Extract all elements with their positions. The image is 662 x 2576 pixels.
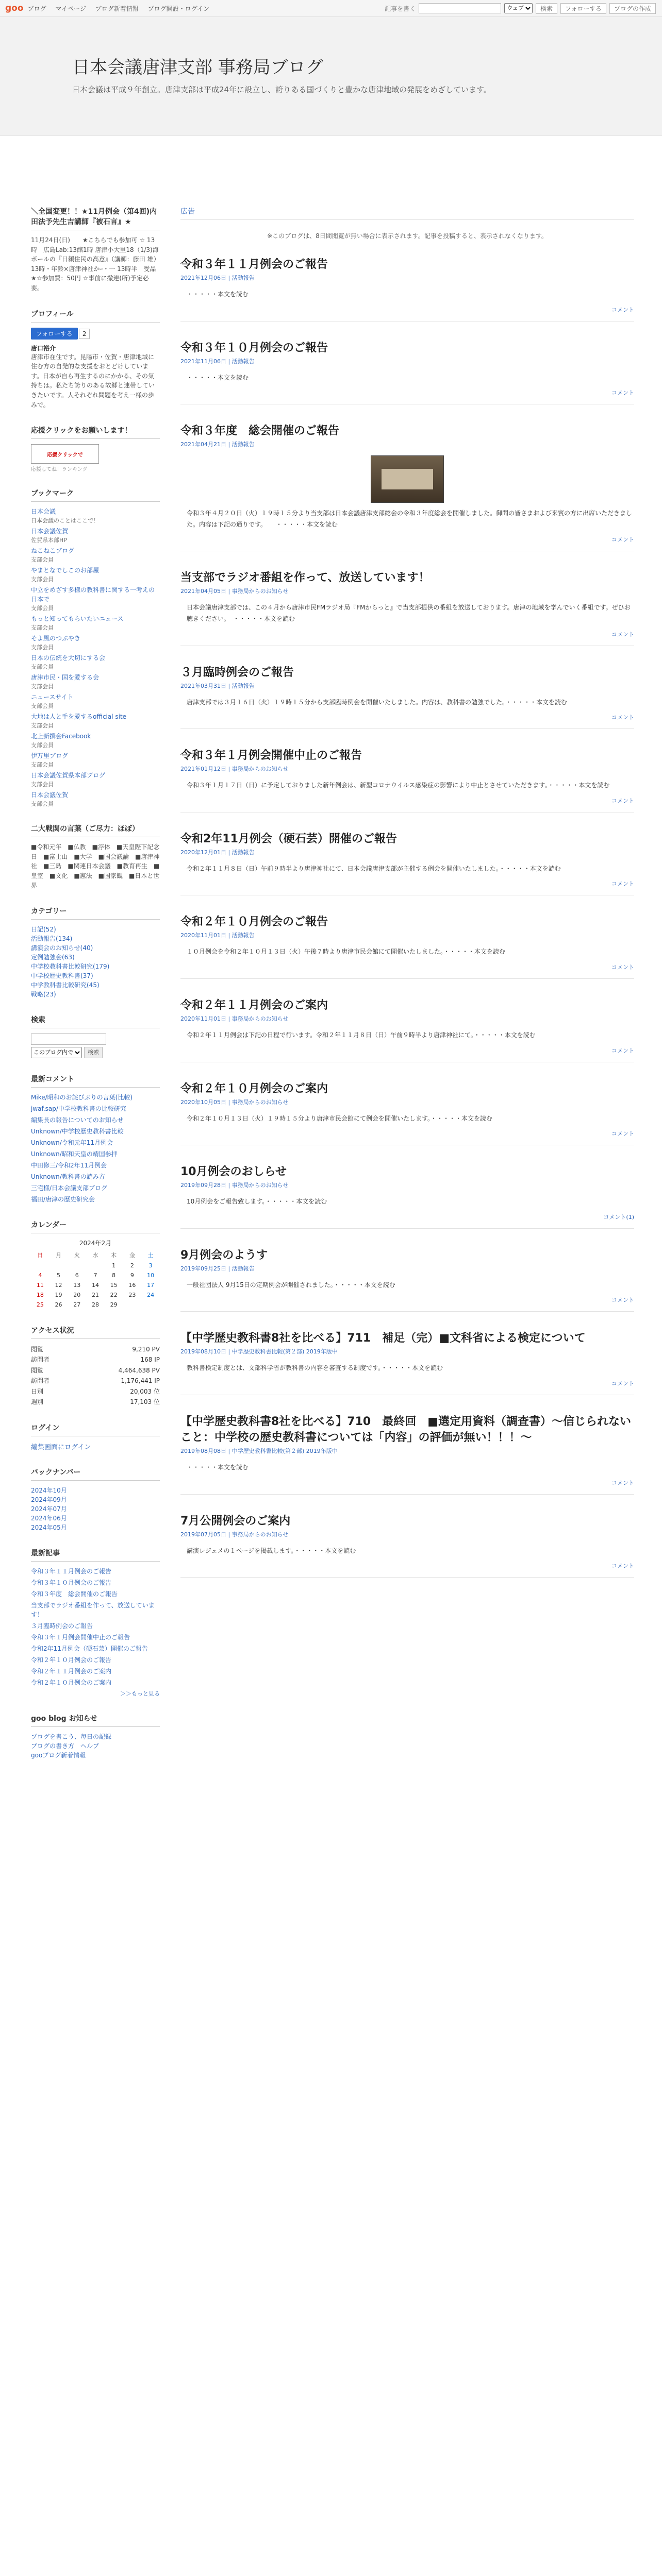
access-row: [31, 1354, 160, 1365]
calendar-date[interactable]: 22: [110, 1292, 118, 1299]
post-title[interactable]: 令和３年１０月例会のご報告: [180, 341, 328, 354]
comment-link-item[interactable]: Unknown/教科書の読み方: [31, 1173, 105, 1181]
top-search-input[interactable]: [419, 3, 501, 13]
post-meta[interactable]: 2021年01月12日 | 事務局からのお知らせ: [180, 766, 289, 773]
calendar-date[interactable]: 28: [91, 1301, 99, 1309]
bookmark-sub: 支部会員: [31, 722, 54, 730]
bookmark-sub: 支部会員: [31, 703, 54, 710]
news-heading: ＼全国変更！！★11月例会（第4回)内田法予先生吉講師『被石言』★: [31, 206, 160, 230]
post-meta[interactable]: 2021年12月06日 | 活動報告: [180, 275, 255, 281]
post-meta[interactable]: 2019年08月10日 | 中学歴史教科書比較(第２部) 2019年版中: [180, 1348, 338, 1355]
blog-search-input[interactable]: [31, 1033, 106, 1045]
blog-post: [180, 830, 634, 896]
news-section: [31, 206, 160, 293]
category-heading: カテゴリー: [31, 906, 160, 920]
bookmark-link[interactable]: 日本会議佐賀: [31, 791, 69, 799]
post-title[interactable]: 令和2年11月例会（硬石芸）開催のご報告: [180, 832, 397, 845]
recent-article-link[interactable]: ３月臨時例会のご報告: [31, 1622, 93, 1630]
post-body: 令和２年１１月８日（日）午前９時半より唐津神社にて、日本会議唐津支部が主催する例会を開催いたしました。・・・・・本文を読む: [187, 865, 561, 872]
calendar-date[interactable]: 3: [148, 1262, 153, 1269]
calendar-date: [49, 1261, 68, 1270]
top-nav: [28, 4, 217, 13]
login-section: [31, 1422, 160, 1451]
calendar-month: 2024年2月: [79, 1240, 112, 1247]
goo-section: [31, 1713, 160, 1760]
goo-notice-link[interactable]: gooブログ新着情報: [31, 1752, 86, 1759]
calendar-date[interactable]: 26: [55, 1301, 62, 1309]
access-label: 日別: [31, 1387, 44, 1395]
calendar-day-header: 日: [37, 1252, 43, 1259]
category-link[interactable]: 活動報告(134): [31, 935, 73, 943]
comment-link-item[interactable]: 福田/唐津の歴史研究会: [31, 1196, 95, 1204]
category-link[interactable]: 定例勉強会(63): [31, 954, 75, 961]
post-meta[interactable]: 2019年07月05日 | 事務局からのお知らせ: [180, 1531, 289, 1538]
comment-link[interactable]: コメント: [611, 1297, 634, 1304]
comment-link-item[interactable]: jwaf.sap/中学校教科書の比較研究: [31, 1105, 126, 1113]
keyword-heading: 二大戦関の言葉（ご尽力：ほぼ）: [31, 823, 160, 837]
bookmark-link[interactable]: 日本会議佐賀県本部ブログ: [31, 772, 106, 779]
recent-article-link[interactable]: 令和３年１０月例会のご報告: [31, 1579, 112, 1587]
post-title[interactable]: 令和３年度 総会開催のご報告: [180, 425, 340, 438]
access-row: [31, 1344, 160, 1354]
comment-link[interactable]: コメント: [611, 1130, 634, 1138]
calendar-date: [31, 1261, 49, 1270]
access-label: 訪問者: [31, 1356, 50, 1364]
goo-logo[interactable]: goo: [5, 3, 24, 13]
calendar-table: [31, 1249, 160, 1310]
post-meta[interactable]: 2021年04月05日 | 事務局からのお知らせ: [180, 588, 289, 595]
search-scope-select[interactable]: [504, 3, 533, 13]
blog-post: [180, 569, 634, 646]
post-body: 令和２年１０月１３日（火）１９時１５分より唐津市民会館にて例会を開催いたします。・・・・・本文を読む: [187, 1114, 493, 1122]
post-body: 令和３年４月２０日（火）１９時１５分より当支部は日本会議唐津支部総会の令和３年度総会を開催しました。御間の皆さまおよび来賓の方に出席いただきました。内容は下記の通りです。 ・・・・・本文を読む: [187, 510, 633, 528]
access-label: 訪問者: [31, 1377, 50, 1385]
calendar-date[interactable]: 10: [147, 1272, 155, 1279]
access-value: 1,176,441 IP: [121, 1377, 160, 1385]
comment-link[interactable]: コメント: [611, 1563, 634, 1570]
recent-article-link[interactable]: 令和２年１１月例会のご案内: [31, 1668, 112, 1675]
search-heading: 検索: [31, 1014, 160, 1028]
bookmark-sub: 支部会員: [31, 781, 54, 788]
category-list: [31, 925, 160, 999]
access-row: [31, 1376, 160, 1386]
access-value: 4,464,638 PV: [118, 1366, 160, 1374]
post-title[interactable]: 7月公開例会のご案内: [180, 1514, 291, 1528]
backnumber-link[interactable]: 2024年10月: [31, 1487, 67, 1495]
post-meta[interactable]: 2020年10月05日 | 事務局からのお知らせ: [180, 1098, 289, 1106]
calendar-date[interactable]: 7: [93, 1272, 97, 1279]
bookmark-heading: ブックマーク: [31, 488, 160, 502]
post-body: １０月例会を令和２年１０月１３日（火）午後７時より唐津市民会館にて開催いたしました。・・・・・本文を読む: [187, 948, 506, 956]
post-title[interactable]: 令和２年１０月例会のご案内: [180, 1082, 328, 1095]
comments-section: [31, 1074, 160, 1204]
backnumber-link[interactable]: 2024年06月: [31, 1515, 67, 1522]
comment-link-item[interactable]: Unknown/令和元年11月例会: [31, 1139, 113, 1147]
write-article-link[interactable]: 記事を書く: [385, 5, 416, 12]
access-heading: アクセス状況: [31, 1325, 160, 1339]
recent-article-link[interactable]: 令和３年１月例会開催中止のご報告: [31, 1634, 130, 1641]
blog-post: [180, 1246, 634, 1312]
post-title[interactable]: 当支部でラジオ番組を作って、放送しています！: [180, 571, 430, 585]
top-nav-item[interactable]: ブログ: [27, 5, 46, 12]
bookmark-link[interactable]: そよ風のつぶやき: [31, 635, 81, 642]
follow-button[interactable]: フォローする: [31, 328, 78, 340]
blog-post: [180, 1080, 634, 1146]
post-body: 10月例会をご報告致します。・・・・・本文を読む: [187, 1198, 327, 1206]
profile-section: [31, 309, 160, 410]
access-row: [31, 1386, 160, 1397]
post-title[interactable]: 令和３年１１月例会のご報告: [180, 258, 328, 271]
calendar-date[interactable]: 16: [128, 1282, 136, 1289]
bookmark-sub: 佐賀県本部HP: [31, 537, 67, 544]
calendar-day-header: 水: [92, 1252, 98, 1259]
blog-post: [180, 1512, 634, 1578]
post-body: 令和３年１月１７日（日）に予定しておりました新年例会は、新型コロナウイルス感染症の影響により中止とさせていただきます。・・・・・本文を読む: [187, 782, 610, 789]
post-meta[interactable]: 2020年11月01日 | 事務局からのお知らせ: [180, 1015, 289, 1022]
calendar-date[interactable]: 21: [91, 1292, 99, 1299]
bookmark-list: [31, 507, 160, 808]
bookmark-sub: 支部会員: [31, 644, 54, 651]
login-heading: ログイン: [31, 1422, 160, 1436]
calendar-week: [31, 1300, 160, 1310]
post-meta[interactable]: 2020年12月01日 | 活動報告: [180, 849, 255, 856]
post-body: 日本会議唐津支部では、この４月から唐津市民FMラジオ局『FMからっと』で当支部提供の番組を放送しております。唐津の地域を学んでいく番組です。ぜひお聴きください。 ・・・・・本文を読む: [187, 604, 631, 622]
bookmark-sub: 支部会員: [31, 664, 54, 671]
post-list: [180, 256, 634, 1578]
post-title[interactable]: 【中学歴史教科書8社を比べる】710 最終回 ■選定用資料（調査書）〜信じられないこと：中学校の歴史教科書については「内容」の評価が無い！！！〜: [180, 1415, 632, 1444]
access-row: [31, 1365, 160, 1376]
calendar-date[interactable]: 11: [36, 1282, 44, 1289]
blog-search-button[interactable]: 検索: [84, 1047, 103, 1058]
post-title[interactable]: 令和３年１月例会開催中止のご報告: [180, 749, 362, 762]
blog-post: [180, 913, 634, 979]
create-blog-button[interactable]: ブログの作成: [609, 3, 656, 14]
access-value: 17,103 位: [130, 1398, 160, 1406]
bookmark-link[interactable]: 伊万里ブログ: [31, 752, 69, 760]
recent-article-link[interactable]: 令和３年度 総会開催のご報告: [31, 1590, 118, 1598]
blog-post: [180, 339, 634, 405]
blog-post: [180, 664, 634, 730]
backnumber-heading: バックナンバー: [31, 1467, 160, 1481]
login-link[interactable]: 編集画面にログイン: [31, 1444, 91, 1452]
calendar-section: [31, 1219, 160, 1310]
bookmark-sub: 支部会員: [31, 556, 54, 564]
top-search-button[interactable]: 検索: [536, 3, 557, 14]
comment-link[interactable]: コメント(1): [603, 1213, 634, 1221]
bookmark-sub: 支部会員: [31, 742, 54, 749]
calendar-date[interactable]: 12: [55, 1282, 62, 1289]
category-link[interactable]: 中学校教科書比較研究(179): [31, 963, 110, 971]
keyword-section: [31, 823, 160, 890]
top-bar: [0, 0, 662, 17]
comments-heading: 最新コメント: [31, 1074, 160, 1088]
backnumber-section: [31, 1467, 160, 1532]
calendar-date: [68, 1261, 86, 1270]
blog-header: [0, 17, 662, 136]
comment-link[interactable]: コメント: [611, 1047, 634, 1054]
recent-article-link[interactable]: 令和２年１０月例会のご報告: [31, 1656, 112, 1664]
follow-count: 2: [79, 329, 90, 339]
profile-text: 唐津市在住です。昆陽市・佐賀・唐津地域に住む方の自発的な支援をおとどけしています。日本が自ら再生するのにかかる、その気持ちは。私たち誇りのある故郷と連帯していきたいです。人それぞれ問題を考え一様の歩みで。: [31, 353, 155, 409]
calendar-day-header: 木: [111, 1252, 117, 1259]
bookmark-link[interactable]: 日本会議佐賀: [31, 528, 69, 535]
backnumber-link[interactable]: 2024年07月: [31, 1505, 67, 1513]
calendar-week: [31, 1261, 160, 1270]
bookmark-link[interactable]: 大地は人と手を愛するofficial site: [31, 713, 127, 721]
top-follow-button[interactable]: フォローする: [560, 3, 606, 14]
ranking-section: [31, 425, 160, 472]
post-title[interactable]: 【中学歴史教科書8社を比べる】711 補足（完）■文科省による検定について: [180, 1332, 586, 1345]
inactive-notice: [180, 231, 634, 240]
top-nav-item[interactable]: ブログ開設・ログイン: [147, 5, 209, 12]
recent-article-link[interactable]: 当支部でラジオ番組を作って、放送しています！: [31, 1602, 155, 1619]
bookmark-link[interactable]: 日本の伝統を大切にする会: [31, 654, 106, 662]
blog-post: [180, 747, 634, 812]
comment-link[interactable]: コメント: [611, 963, 634, 971]
post-title[interactable]: 令和２年１１月例会のご案内: [180, 998, 328, 1012]
calendar-date[interactable]: 17: [147, 1282, 155, 1289]
bookmark-sub: 日本会議のことはここで！: [31, 517, 99, 524]
bookmark-link[interactable]: やまとなでしこのお部屋: [31, 567, 100, 574]
calendar-day-header: 火: [74, 1252, 80, 1259]
post-title[interactable]: 10月例会のおしらせ: [180, 1165, 287, 1179]
main-content: [180, 206, 634, 1595]
calendar-date[interactable]: 29: [110, 1301, 118, 1309]
calendar-week: [31, 1290, 160, 1300]
bookmark-sub: 支部会員: [31, 605, 54, 612]
post-body: 一般社団法人 9月15日の定期例会が開催されました。・・・・・本文を読む: [187, 1281, 395, 1289]
calendar-day-header: 金: [129, 1252, 135, 1259]
bookmark-section: [31, 488, 160, 808]
blog-search-scope[interactable]: [31, 1047, 82, 1058]
calendar-week: [31, 1270, 160, 1280]
post-body: ・・・・・本文を読む: [187, 291, 249, 298]
post-body: 講演レジュメの１ページを掲載します。・・・・・本文を読む: [187, 1547, 356, 1554]
category-section: [31, 906, 160, 999]
search-section: [31, 1014, 160, 1058]
access-value: 20,003 位: [130, 1387, 160, 1395]
calendar-date[interactable]: 1: [112, 1262, 116, 1269]
blog-post: [180, 256, 634, 321]
post-body: ・・・・・本文を読む: [187, 1463, 249, 1471]
bookmark-link[interactable]: 唐津市民・国を愛する会: [31, 674, 100, 682]
post-meta[interactable]: 2021年03月31日 | 活動報告: [180, 682, 255, 689]
calendar-date: [123, 1300, 142, 1310]
calendar-date[interactable]: 4: [38, 1272, 42, 1279]
post-meta[interactable]: 2019年09月25日 | 活動報告: [180, 1265, 255, 1272]
post-meta[interactable]: 2021年04月21日 | 活動報告: [180, 441, 255, 448]
post-photo: [371, 455, 444, 503]
goo-notice-link[interactable]: ブログを書こう、毎日の記録: [31, 1733, 112, 1741]
category-link[interactable]: 中学校歴史教科書(37): [31, 972, 93, 980]
comment-link-item[interactable]: Unknown/中学校歴史教科書比較: [31, 1128, 124, 1136]
comment-link[interactable]: コメント: [611, 880, 634, 888]
bookmark-link[interactable]: 中立をめざす多様の教科書に関する一考えの日本で: [31, 586, 155, 603]
calendar-date[interactable]: 24: [147, 1292, 155, 1299]
calendar-date[interactable]: 23: [128, 1292, 136, 1299]
bookmark-sub: 支部会員: [31, 761, 54, 769]
post-body: 令和２年１１月例会は下記の日程で行います。令和２年１１月８日（日）午前９時半より唐津神社にて。・・・・・本文を読む: [187, 1031, 536, 1039]
bookmark-link[interactable]: 北上新撰会Facebook: [31, 733, 91, 740]
comment-link[interactable]: コメント: [611, 536, 634, 544]
calendar-date[interactable]: 27: [73, 1301, 81, 1309]
access-section: [31, 1325, 160, 1407]
keyword-list[interactable]: ■令和元年 ■仏教 ■浮体 ■天皇陛下記念日 ■富士山 ■大学 ■国会議論 ■唐津神社 ■三島 ■関連日本会議 ■教育再生 ■皇室 ■文化 ■憲法 ■国家観 ■日本と世界: [31, 843, 160, 889]
blog-post: [180, 1163, 634, 1229]
comment-link[interactable]: コメント: [611, 1380, 634, 1387]
blog-description: 日本会議は平成９年創立。唐津支部は平成24年に設立し、誇りある国づくりと豊かな唐津地域の発展をめざしています。: [72, 85, 491, 94]
blog-post: [180, 422, 634, 551]
calendar-day-header: 月: [56, 1252, 62, 1259]
comment-link-item[interactable]: Mike/昭和のお詫びぶりの言葉(比較): [31, 1094, 133, 1101]
calendar-date: [141, 1300, 160, 1310]
bookmark-sub: 支部会員: [31, 801, 54, 808]
recent-section: [31, 1548, 160, 1698]
recent-heading: 最新記事: [31, 1548, 160, 1562]
calendar-date[interactable]: 15: [110, 1282, 118, 1289]
ad-label[interactable]: 広告: [180, 206, 634, 220]
calendar-date[interactable]: 8: [112, 1272, 116, 1279]
bookmark-sub: 支部会員: [31, 624, 54, 632]
calendar-date[interactable]: 25: [36, 1301, 44, 1309]
comment-link-item[interactable]: 三宅様/日本会議支部ブログ: [31, 1184, 108, 1192]
comment-link[interactable]: コメント: [611, 797, 634, 804]
recent-article-link[interactable]: 令和３年１１月例会のご報告: [31, 1568, 112, 1575]
profile-heading: プロフィール: [31, 309, 160, 323]
bookmark-sub: 支部会員: [31, 683, 54, 690]
post-meta[interactable]: 2019年08月08日 | 中学歴史教科書比較(第２部) 2019年版中: [180, 1447, 338, 1454]
access-value: 9,210 PV: [132, 1346, 160, 1353]
backnumber-link[interactable]: 2024年09月: [31, 1496, 67, 1504]
bookmark-link[interactable]: 日本会議: [31, 508, 56, 516]
ranking-caption: 応援してね！ランキング: [31, 467, 88, 473]
category-link[interactable]: 中学教科書比較研究(45): [31, 981, 100, 989]
backnumber-link[interactable]: 2024年05月: [31, 1524, 67, 1532]
ranking-banner[interactable]: 応援クリックで: [31, 444, 99, 464]
calendar-date[interactable]: 6: [75, 1272, 79, 1279]
recent-article-link[interactable]: 令和2年11月例会（硬石芸）開催のご報告: [31, 1645, 148, 1653]
calendar-date[interactable]: 5: [57, 1272, 61, 1279]
post-body: 唐津支部では３月１６日（火）１９時１５分から支部臨時例会を開催いたしました。内容は、教科書の勉強でした。・・・・・本文を読む: [187, 698, 568, 706]
post-body: ・・・・・本文を読む: [187, 374, 249, 381]
calendar-date[interactable]: 18: [36, 1292, 44, 1299]
bookmark-link[interactable]: ニュースサイト: [31, 693, 74, 701]
ranking-heading: 応援クリックをお願いします！: [31, 425, 160, 439]
post-meta[interactable]: 2020年11月01日 | 活動報告: [180, 932, 255, 939]
comment-link[interactable]: コメント: [611, 631, 634, 638]
goo-heading: goo blog お知らせ: [31, 1713, 160, 1727]
access-value: 168 IP: [140, 1356, 160, 1364]
notice-text: ※このブログは、8日間閲覧が無い場合に表示されます。記事を投稿すると、表示されなくなります。: [267, 232, 548, 240]
post-meta[interactable]: 2019年09月28日 | 事務局からのお知らせ: [180, 1182, 289, 1189]
category-link[interactable]: 戦略(23): [31, 991, 56, 998]
post-meta[interactable]: 2021年11月06日 | 活動報告: [180, 358, 255, 365]
author-name: 唐口裕介: [31, 344, 56, 352]
calendar-heading: カレンダー: [31, 1219, 160, 1233]
bookmark-link[interactable]: もっと知ってもらいたいニュース: [31, 615, 124, 623]
recent-more-link[interactable]: ＞＞もっと見る: [120, 1690, 160, 1698]
access-label: 週別: [31, 1398, 44, 1406]
goo-notice-link[interactable]: ブログの書き方 ヘルプ: [31, 1742, 100, 1750]
comment-link[interactable]: コメント: [611, 306, 634, 313]
bookmark-link[interactable]: ねこねこブログ: [31, 547, 75, 555]
comment-list: [31, 1093, 160, 1204]
comment-link[interactable]: コメント: [611, 389, 634, 397]
top-nav-item[interactable]: ブログ新着情報: [95, 5, 139, 12]
comment-link[interactable]: コメント: [611, 714, 634, 721]
calendar-date[interactable]: 9: [130, 1272, 134, 1279]
post-title[interactable]: ３月臨時例会のご報告: [180, 666, 294, 679]
comment-link-item[interactable]: 編集長の報告についてのお知らせ: [31, 1116, 124, 1124]
sidebar: [31, 206, 160, 1775]
post-body: 教科書検定制度とは、文部科学省が教科書の内容を審査する制度です。・・・・・本文を読む: [187, 1364, 443, 1372]
calendar-date[interactable]: 19: [55, 1292, 62, 1299]
blog-title[interactable]: 日本会議唐津支部 事務局ブログ: [72, 57, 323, 78]
access-label: 閲覧: [31, 1366, 44, 1374]
category-link[interactable]: 講演会のお知らせ(40): [31, 944, 93, 952]
news-text: 11月24日(日) ★こちらでも参加可 ☆ 13時 広島Lab:13館1時 唐津小大里18（1/3)海ボールの『日頼住民の高意』（講師：藤田 雄）13時・年齢×唐津神社かｰ・一 13時半 受品 ★☆参加費：50円 ☆事前に撤連(所)予定必要。: [31, 236, 162, 292]
calendar-week: [31, 1280, 160, 1290]
post-title[interactable]: 令和２年１０月例会のご報告: [180, 916, 328, 929]
post-title[interactable]: 9月例会のようす: [180, 1248, 268, 1262]
calendar-date[interactable]: 2: [130, 1262, 134, 1269]
comment-link[interactable]: コメント: [611, 1479, 634, 1486]
recent-article-link[interactable]: 令和２年１０月例会のご案内: [31, 1679, 112, 1687]
calendar-date[interactable]: 13: [73, 1282, 81, 1289]
calendar-date: [86, 1261, 105, 1270]
category-link[interactable]: 日記(52): [31, 926, 56, 934]
blog-post: [180, 1329, 634, 1395]
access-row: [31, 1397, 160, 1407]
top-right-tools: [385, 3, 656, 14]
calendar-day-header: 土: [147, 1252, 154, 1259]
top-nav-item[interactable]: マイページ: [55, 5, 86, 12]
calendar-date[interactable]: 20: [73, 1292, 81, 1299]
blog-post: [180, 1413, 634, 1495]
access-label: 閲覧: [31, 1346, 44, 1353]
calendar-date[interactable]: 14: [91, 1282, 99, 1289]
comment-link-item[interactable]: 中田修三/令和2年11月例会: [31, 1162, 107, 1170]
bookmark-sub: 支部会員: [31, 576, 54, 583]
comment-link-item[interactable]: Unknown/昭和天皇の靖国参拝: [31, 1150, 118, 1158]
blog-post: [180, 996, 634, 1062]
